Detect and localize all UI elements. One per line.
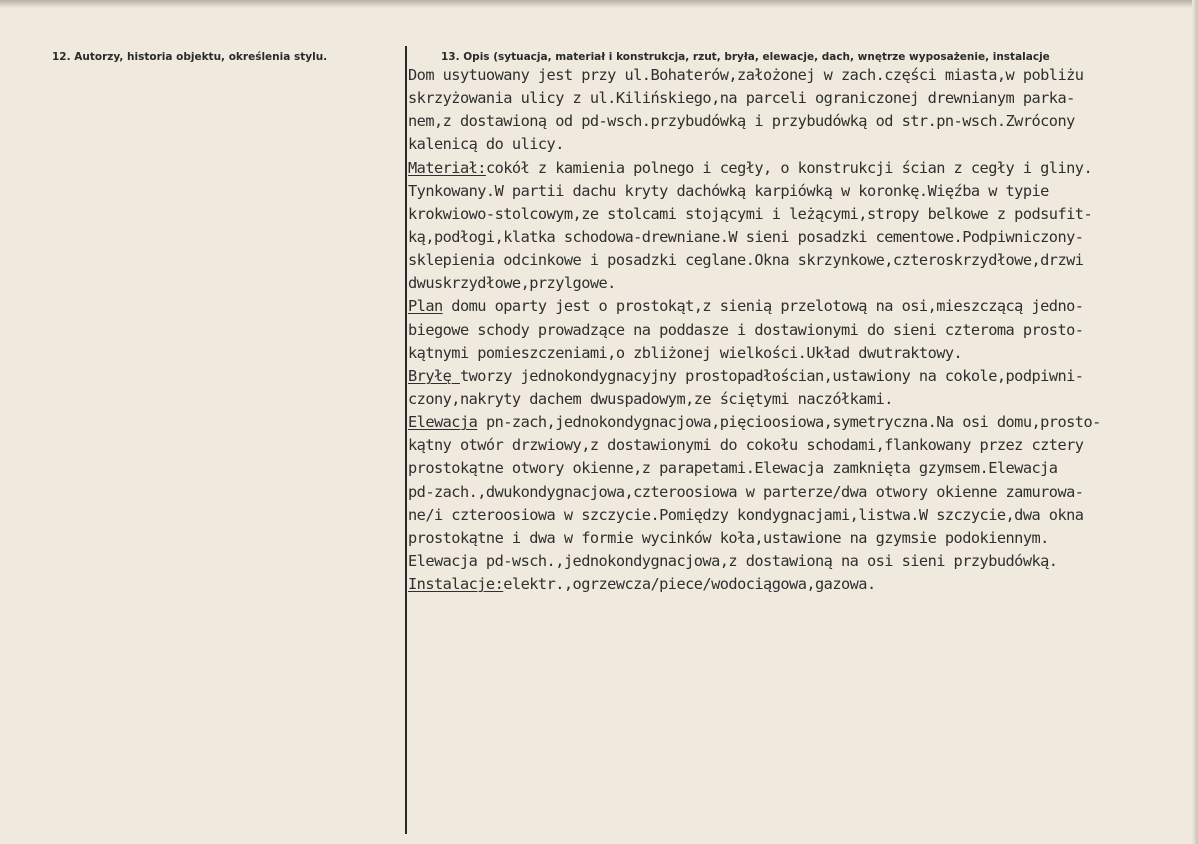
description-line — [408, 133, 1190, 156]
section-heading: Bryłę — [408, 366, 460, 385]
description-line — [408, 226, 1190, 249]
description-line — [408, 157, 1190, 180]
line-text: kątny otwór drzwiowy,z dostawionymi do cokołu schodami,flankowany przez cztery — [408, 436, 1084, 455]
description-line — [408, 457, 1190, 480]
line-text: domu oparty jest o prostokąt,z sienią przelotową na osi,mieszczącą jedno- — [442, 297, 1084, 316]
section-heading: Elewacja — [408, 413, 478, 432]
line-text: nem,z dostawioną od pd-wsch.przybudówką i przybudówką od str.pn-wsch.Zwrócony — [408, 112, 1075, 131]
line-text: biegowe schody prowadzące na poddasze i dostawionymi do sieni czteroma prosto- — [408, 320, 1084, 339]
line-text: sklepienia odcinkowe i posadzki ceglane.Okna skrzynkowe,czteroskrzydłowe,drzwi — [408, 251, 1084, 270]
description-line — [408, 481, 1190, 504]
line-text: elektr.,ogrzewcza/piece/wodociągowa,gazowa. — [503, 575, 876, 594]
description-line — [408, 527, 1190, 550]
line-text: Elewacja pd-wsch.,jednokondygnacjowa,z dostawioną na osi sieni przybudówką. — [408, 551, 1058, 570]
line-text: tworzy jednokondygnacyjny prostopadłościan,ustawiony na cokole,podpiwni- — [459, 366, 1084, 385]
paper-edge-top — [0, 0, 1198, 8]
section-heading: Materiał: — [408, 158, 486, 177]
description-line — [408, 272, 1190, 295]
line-text: czony,nakryty dachem dwuspadowym,ze ściętymi naczółkami. — [408, 389, 893, 408]
description-line — [408, 110, 1190, 133]
line-text: skrzyżowania ulicy z ul.Kilińskiego,na parceli ograniczonej drewnianym parka- — [408, 89, 1075, 108]
line-text: kalenicą do ulicy. — [408, 135, 564, 154]
section-heading: Plan — [408, 297, 443, 316]
description-line — [408, 411, 1190, 434]
line-text: pn-zach,jednokondygnacjowa,pięcioosiowa,symetryczna.Na osi domu,prosto- — [477, 413, 1101, 432]
line-text: pd-zach.,dwukondygnacjowa,czteroosiowa w parterze/dwa otwory okienne zamurowa- — [408, 482, 1084, 501]
description-line — [408, 550, 1190, 573]
paper-edge-right — [1192, 0, 1198, 844]
description-line — [408, 365, 1190, 388]
description-line — [408, 434, 1190, 457]
line-text: kątnymi pomieszczeniami,o zbliżonej wielkości.Układ dwutraktowy. — [408, 343, 963, 362]
typed-description — [408, 64, 1190, 596]
line-text: ką,podłogi,klatka schodowa-drewniane.W sieni posadzki cementowe.Podpiwniczony- — [408, 227, 1084, 246]
line-text: prostokątne otwory okienne,z parapetami.Elewacja zamknięta gzymsem.Elewacja — [408, 459, 1058, 478]
field-13-label: 13. Opis (sytuacja, materiał i konstrukcja, rzut, bryła, elewacje, dach, wnętrze wyposażenie, instalacje — [441, 51, 1050, 63]
description-line — [408, 573, 1190, 596]
line-text: Dom usytuowany jest przy ul.Bohaterów,założonej w zach.części miasta,w pobliżu — [408, 66, 1084, 84]
description-line — [408, 319, 1190, 342]
line-text: prostokątne i dwa w formie wycinków koła,ustawione na gzymsie podokiennym. — [408, 528, 1049, 547]
column-divider — [405, 46, 407, 834]
description-line — [408, 388, 1190, 411]
line-text: ne/i czteroosiowa w szczycie.Pomiędzy kondygnacjami,listwa.W szczycie,dwa okna — [408, 505, 1084, 524]
line-text: Tynkowany.W partii dachu kryty dachówką karpiówką w koronkę.Więźba w typie — [408, 181, 1049, 200]
description-line — [408, 64, 1190, 87]
description-line — [408, 203, 1190, 226]
line-text: cokół z kamienia polnego i cegły, o konstrukcji ścian z cegły i gliny. — [485, 158, 1093, 177]
description-line — [408, 249, 1190, 272]
line-text: krokwiowo-stolcowym,ze stolcami stojącymi i leżącymi,stropy belkowe z podsufit- — [408, 204, 1093, 223]
section-heading: Instalacje: — [408, 575, 504, 594]
line-text: dwuskrzydłowe,przylgowe. — [408, 274, 616, 293]
description-line — [408, 180, 1190, 203]
description-line — [408, 87, 1190, 110]
description-line — [408, 504, 1190, 527]
field-12-label: 12. Autorzy, historia objektu, określenia stylu. — [52, 51, 328, 63]
description-line — [408, 295, 1190, 318]
description-line — [408, 342, 1190, 365]
